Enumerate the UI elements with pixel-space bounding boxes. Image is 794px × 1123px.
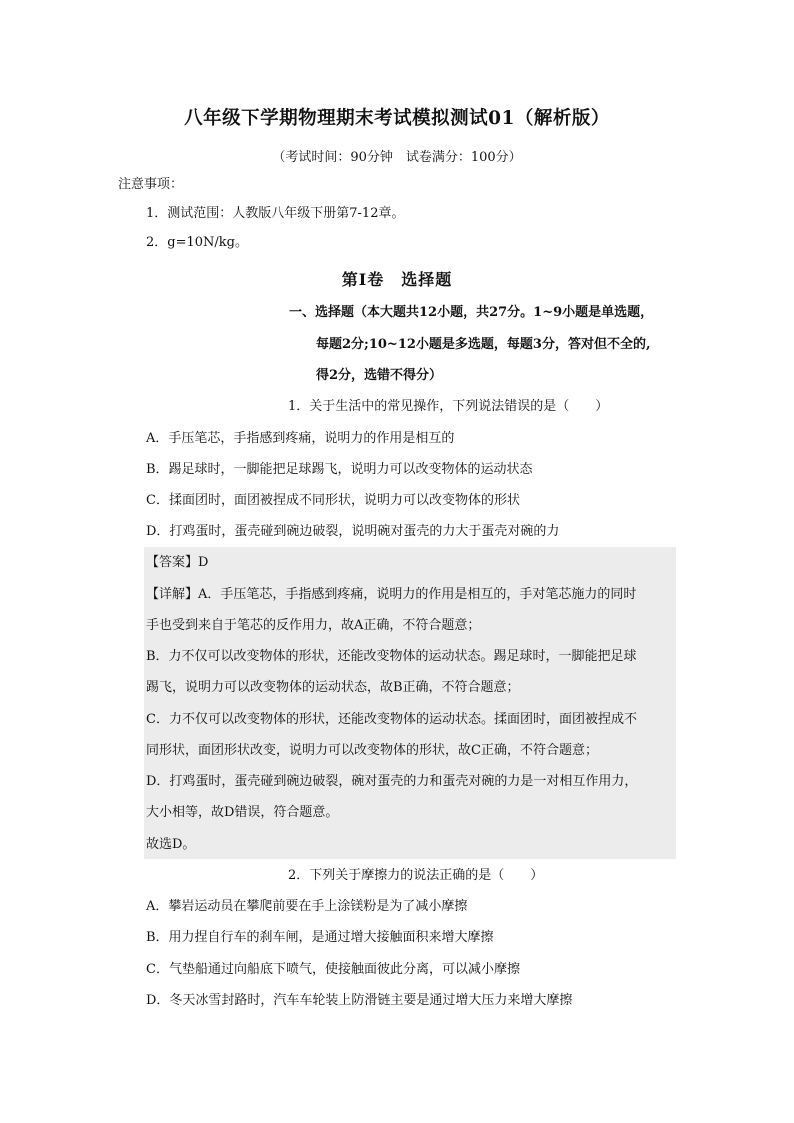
note-item: 1．测试范围：人教版八年级下册第7-12章。 — [146, 206, 405, 221]
explanation-line: 【详解】A．手压笔芯，手指感到疼痛，说明力的作用是相互的，手对笔芯施力的同时 — [146, 587, 637, 602]
page-title: 八年级下学期物理期末考试模拟测试01（解析版） — [184, 108, 610, 129]
answer-label: 【答案】D — [146, 555, 209, 570]
question-stem: 2．下列关于摩擦力的说法正确的是（ ） — [288, 868, 544, 883]
explanation-line: 故选D。 — [146, 837, 196, 852]
exam-info: （考试时间：90分钟 试卷满分：100分） — [272, 150, 522, 165]
question-option: C．气垫船通过向船底下喷气，使接触面彼此分离，可以减小摩擦 — [146, 962, 520, 977]
explanation-line: 同形状，面团形状改变，说明力可以改变物体的形状，故C正确，不符合题意； — [146, 743, 598, 758]
question-option: B．用力捏自行车的刹车闸，是通过增大接触面积来增大摩擦 — [146, 930, 494, 945]
explanation-line: D．打鸡蛋时，蛋壳碰到碗边破裂，碗对蛋壳的力和蛋壳对碗的力是一对相互作用力， — [146, 774, 638, 789]
question-stem: 1．关于生活中的常见操作，下列说法错误的是（ ） — [288, 399, 609, 414]
explanation-line: 踢飞，说明力可以改变物体的运动状态，故B正确，不符合题意； — [146, 680, 520, 695]
explanation-line: 大小相等，故D错误，符合题意。 — [146, 805, 339, 820]
explanation-line: C．力不仅可以改变物体的形状，还能改变物体的运动状态。揉面团时，面团被捏成不 — [146, 712, 637, 727]
section-instruction: 得2分，选错不得分） — [316, 368, 443, 383]
notes-heading: 注意事项： — [118, 177, 184, 192]
question-option: A．攀岩运动员在攀爬前要在手上涂镁粉是为了减小摩擦 — [146, 899, 468, 914]
question-option: B．踢足球时，一脚能把足球踢飞，说明力可以改变物体的运动状态 — [146, 462, 533, 477]
note-item: 2．g=10N/kg。 — [146, 235, 248, 250]
question-option: C．揉面团时，面团被捏成不同形状，说明力可以改变物体的形状 — [146, 493, 520, 508]
section-instruction: 每题2分;10~12小题是多选题，每题3分，答对但不全的, — [316, 337, 651, 352]
question-option: A．手压笔芯，手指感到疼痛，说明力的作用是相互的 — [146, 431, 455, 446]
part-title: 第Ⅰ卷 选择题 — [341, 270, 453, 289]
explanation-line: B．力不仅可以改变物体的形状，还能改变物体的运动状态。踢足球时，一脚能把足球 — [146, 649, 637, 664]
explanation-line: 手也受到来自于笔芯的反作用力，故A正确，不符合题意； — [146, 618, 481, 633]
question-option: D．打鸡蛋时，蛋壳碰到碗边破裂，说明碗对蛋壳的力大于蛋壳对碗的力 — [146, 524, 560, 539]
question-option: D．冬天冰雪封路时，汽车车轮装上防滑链主要是通过增大压力来增大摩擦 — [146, 993, 573, 1008]
section-instruction: 一、选择题（本大题共12小题，共27分。1~9小题是单选题， — [289, 305, 654, 320]
